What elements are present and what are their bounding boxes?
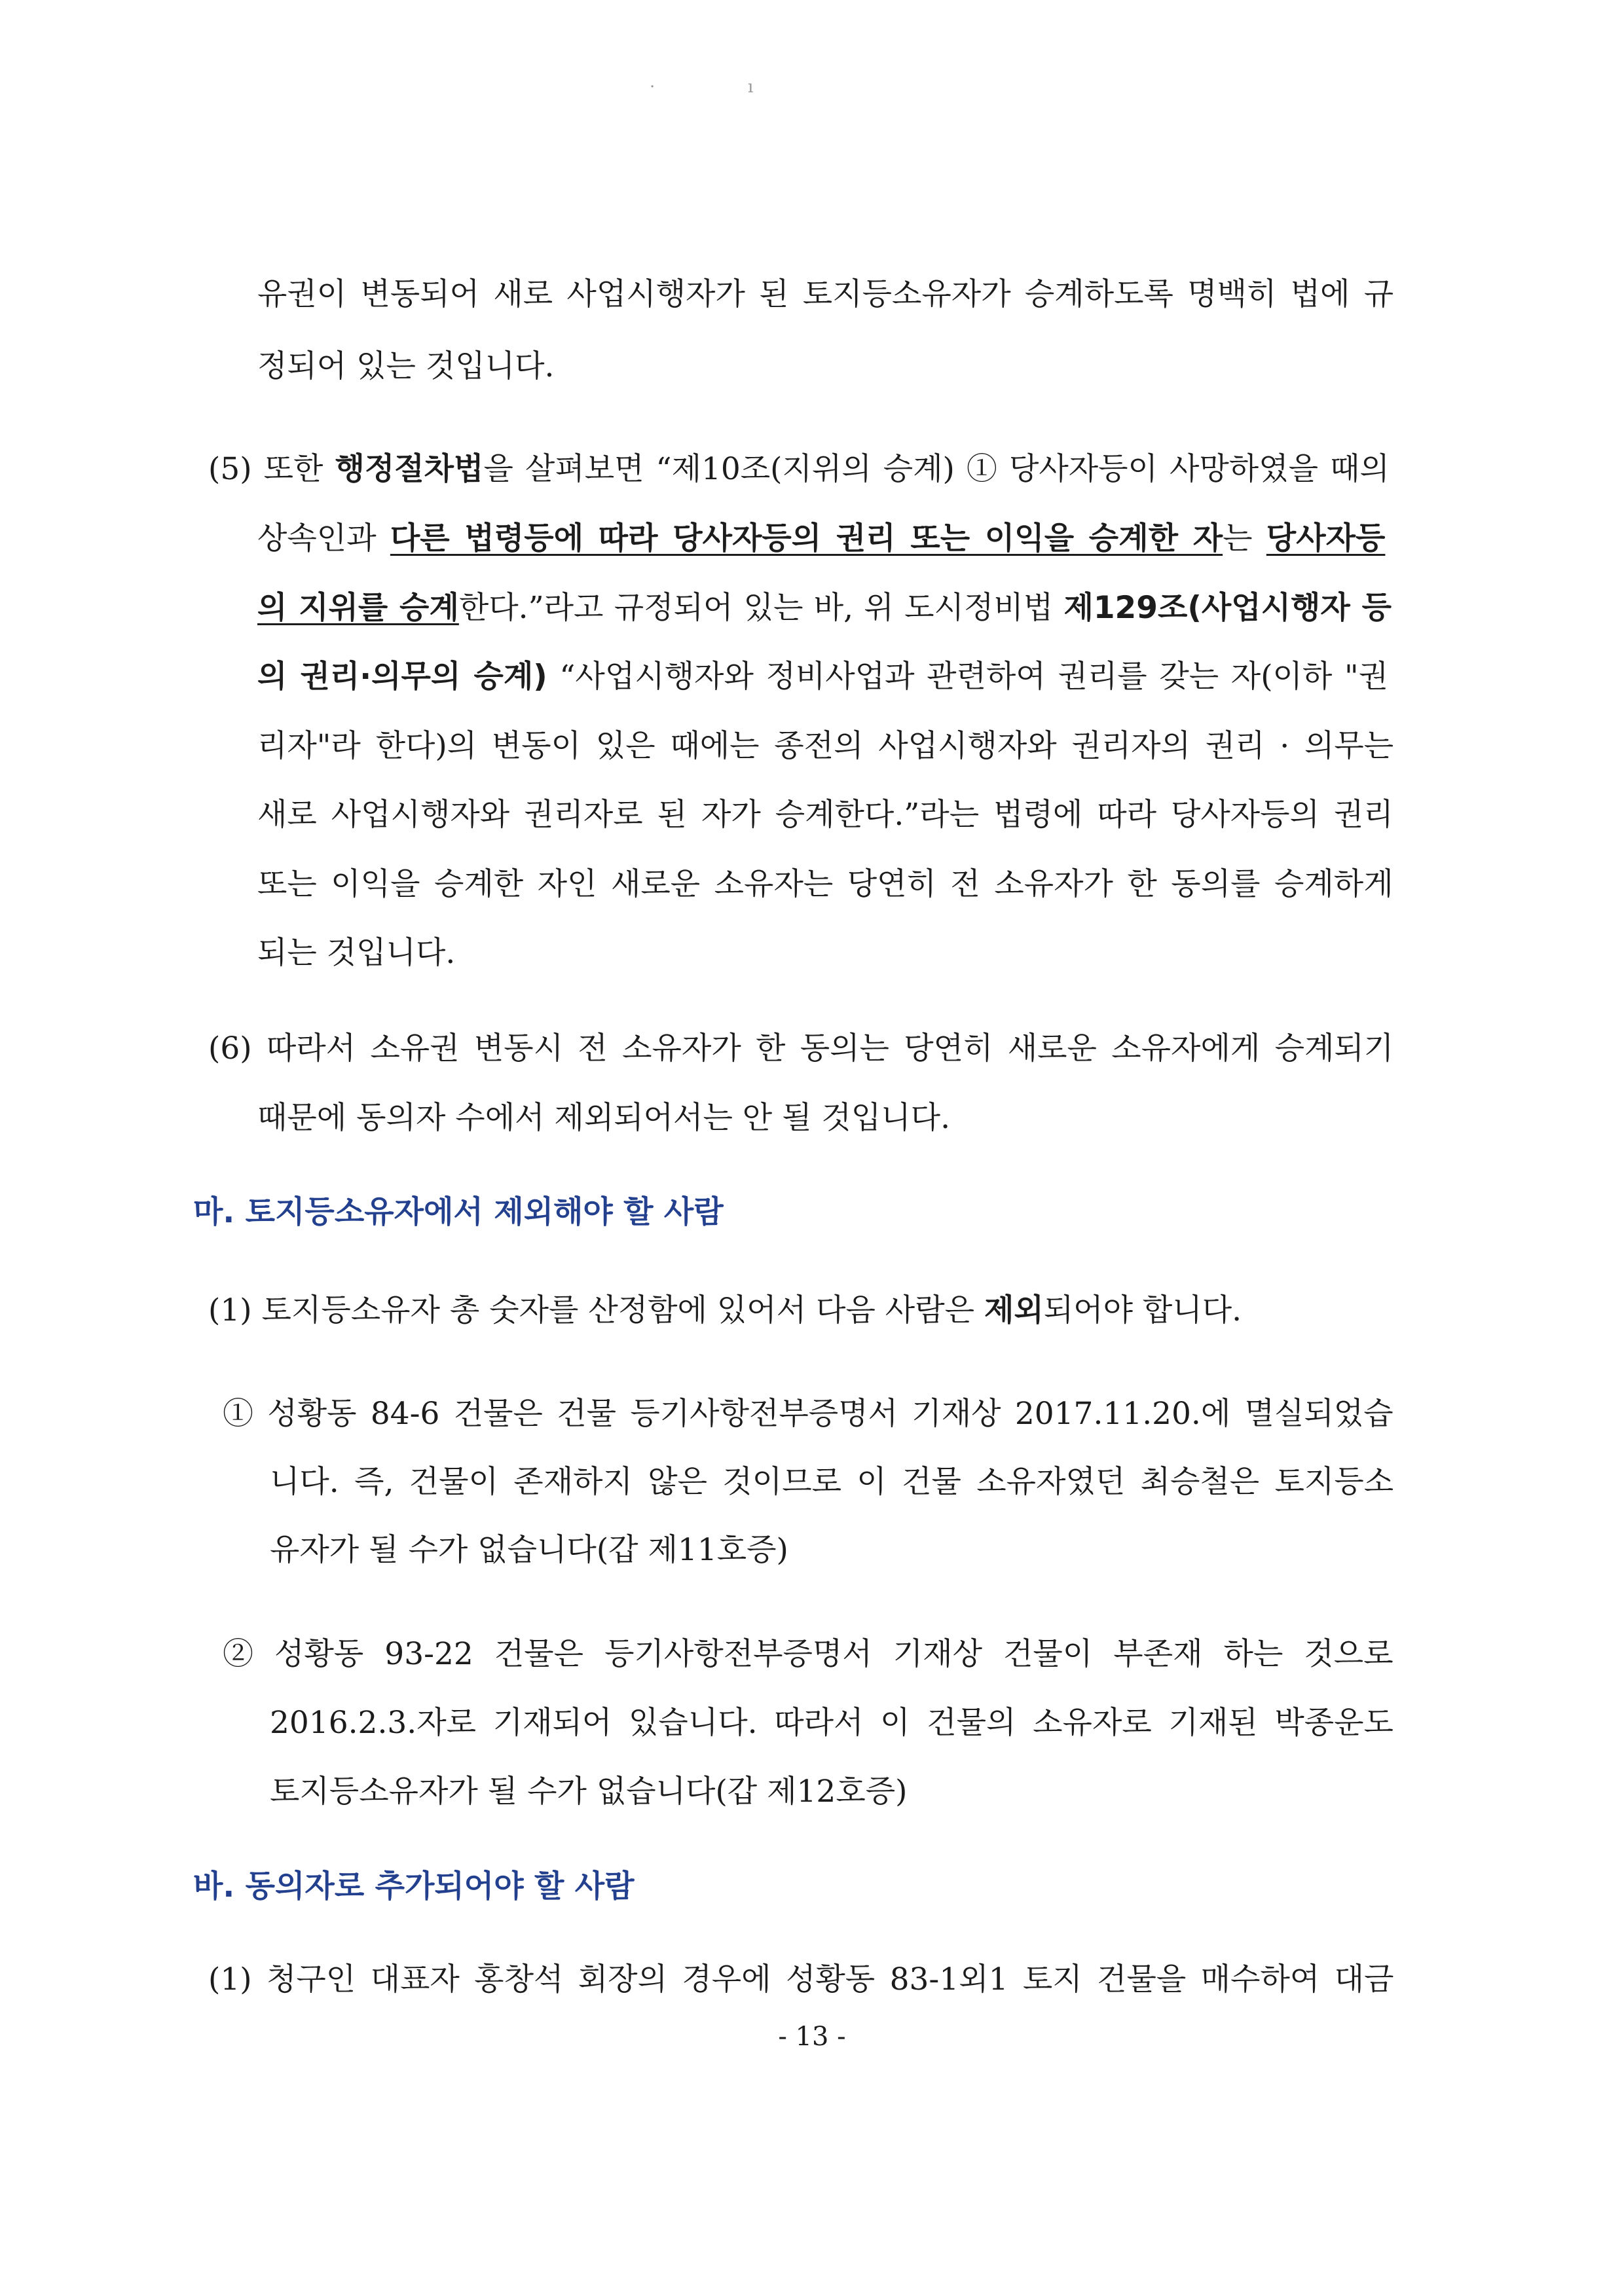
page-number: - 13 - xyxy=(778,2022,846,2052)
text: (5) 또한 xyxy=(208,451,335,487)
law-name: 행정절차법 xyxy=(335,451,484,487)
paragraph-line: 때문에 동의자 수에서 제외되어서는 안 될 것입니다. xyxy=(257,1100,951,1136)
section-heading: 바. 동의자로 추가되어야 할 사람 xyxy=(193,1868,635,1904)
emphasis-underline: 다른 법령등에 따라 당사자등의 권리 또는 이익을 승계한 자 xyxy=(390,520,1223,556)
paragraph-line: 정되어 있는 것입니다. xyxy=(257,348,555,384)
paragraph-line xyxy=(208,1291,1242,1330)
article-title: 제129조(사업시행자 등 xyxy=(1063,590,1392,626)
paragraph-line: 리자"라 한다)의 변동이 있은 때에는 종전의 사업시행자와 권리자의 권리 · 의무는 xyxy=(257,728,1394,764)
paragraph-line: 되는 것입니다. xyxy=(257,935,456,971)
paragraph-line xyxy=(257,657,1388,697)
list-item-line: 토지등소유자가 될 수가 없습니다(갑 제12호증) xyxy=(270,1774,908,1810)
paragraph-line xyxy=(257,519,1385,558)
scan-mark: · xyxy=(650,77,655,97)
paragraph-line: 또는 이익을 승계한 자인 새로운 소유자는 당연히 전 소유자가 한 동의를 승계하게 xyxy=(257,866,1393,902)
paragraph-line xyxy=(208,450,1390,489)
text: 는 xyxy=(1223,520,1266,556)
list-item-line: 유자가 될 수가 없습니다(갑 제11호증) xyxy=(270,1532,788,1568)
scan-mark: ı xyxy=(748,77,754,97)
text: (1) 토지등소유자 총 숫자를 산정함에 있어서 다음 사람은 xyxy=(208,1292,984,1328)
list-item-line: ① 성황동 84-6 건물은 건물 등기사항전부증명서 기재상 2017.11.20.에 멸실되었습 xyxy=(223,1396,1393,1432)
text: 한다.”라고 규정되어 있는 바, 위 도시정비법 xyxy=(458,590,1064,626)
text: 을 살펴보면 “제10조(지위의 승계) ① 당사자등이 사망하였을 때의 xyxy=(483,451,1390,487)
paragraph-line: (1) 청구인 대표자 홍창석 회장의 경우에 성황동 83-1외1 토지 건물을 매수하여 대금 xyxy=(208,1961,1394,1997)
paragraph-line: (6) 따라서 소유권 변동시 전 소유자가 한 동의는 당연히 새로운 소유자에게 승계되기 xyxy=(208,1030,1394,1066)
emphasis-underline: 당사자등 xyxy=(1266,520,1386,556)
list-item-line: 니다. 즉, 건물이 존재하지 않은 것이므로 이 건물 소유자였던 최승철은 토지등소 xyxy=(270,1464,1394,1500)
list-item-line: 2016.2.3.자로 기재되어 있습니다. 따라서 이 건물의 소유자로 기재된 박종운도 xyxy=(270,1705,1393,1741)
text: 되어야 합니다. xyxy=(1043,1292,1242,1328)
emphasis: 제외 xyxy=(984,1292,1044,1328)
text: 상속인과 xyxy=(257,520,390,556)
list-item-line: ② 성황동 93-22 건물은 등기사항전부증명서 기재상 건물이 부존재 하는 것으로 xyxy=(223,1636,1393,1672)
paragraph-line: 새로 사업시행자와 권리자로 된 자가 승계한다.”라는 법령에 따라 당사자등의 권리 xyxy=(257,797,1393,833)
emphasis-underline: 의 지위를 승계 xyxy=(257,590,459,626)
paragraph-line xyxy=(257,589,1392,628)
text: “사업시행자와 정비사업과 관련하여 권리를 갖는 자(이하 "권 xyxy=(547,659,1389,695)
paragraph-line: 유권이 변동되어 새로 사업시행자가 된 토지등소유자가 승계하도록 명백히 법에 규 xyxy=(257,276,1394,312)
section-heading: 마. 토지등소유자에서 제외해야 할 사람 xyxy=(193,1194,724,1230)
article-title: 의 권리·의무의 승계) xyxy=(257,659,547,695)
